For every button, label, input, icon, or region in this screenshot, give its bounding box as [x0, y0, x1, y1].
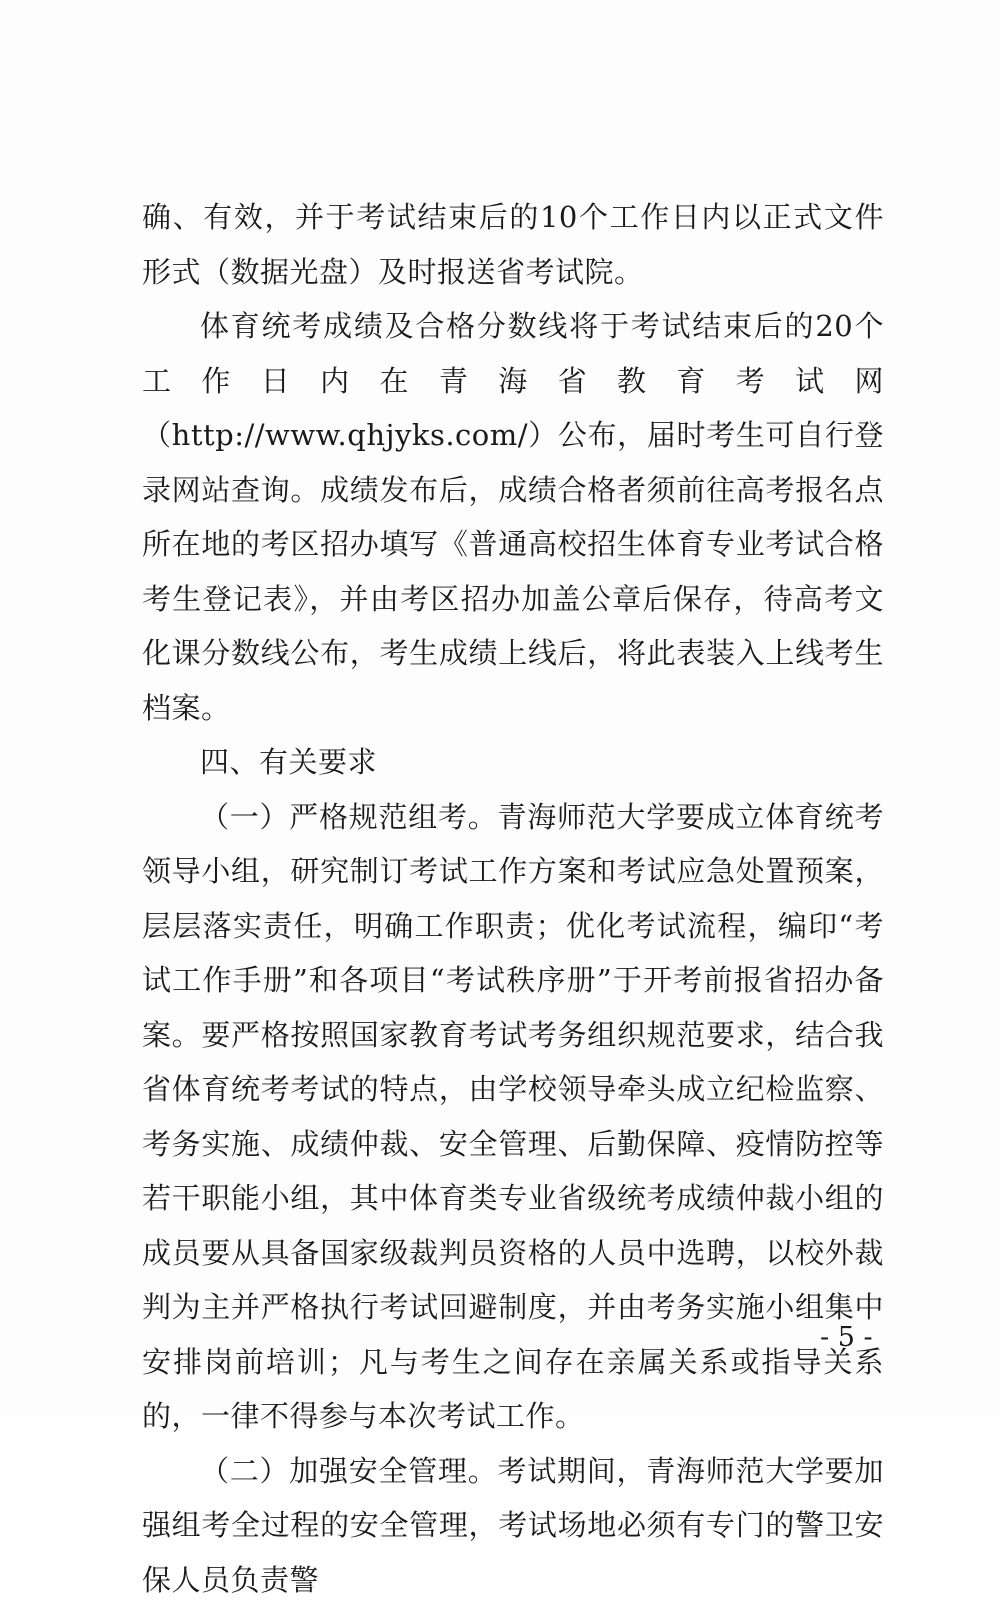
section-heading-requirements: 四、有关要求: [142, 735, 884, 790]
document-body: [142, 190, 884, 1607]
paragraph-score-release: 体育统考成绩及合格分数线将于考试结束后的20个工作日内在青海省教育考试网（http://www.qhjyks.com/）公布，届时考生可自行登录网站查询。成绩发布后，成绩合格者须前往高考报名点所在地的考区招办填写《普通高校招生体育专业考试合格考生登记表》，并由考区招办加盖公章后保存，待高考文化课分数线公布，考生成绩上线后，将此表装入上线考生档案。: [142, 299, 884, 735]
paragraph-exam-organization: （一）严格规范组考。青海师范大学要成立体育统考领导小组，研究制订考试工作方案和考试应急处置预案，层层落实责任，明确工作职责；优化考试流程，编印“考试工作手册”和各项目“考试秩序册”于开考前报省招办备案。要严格按照国家教育考试考务组织规范要求，结合我省体育统考考试的特点，由学校领导牵头成立纪检监察、考务实施、成绩仲裁、安全管理、后勤保障、疫情防控等若干职能小组，其中体育类专业省级统考成绩仲裁小组的成员要从具备国家级裁判员资格的人员中选聘，以校外裁判为主并严格执行考试回避制度，并由考务实施小组集中安排岗前培训；凡与考生之间存在亲属关系或指导关系的，一律不得参与本次考试工作。: [142, 790, 884, 1444]
paragraph-safety-management: （二）加强安全管理。考试期间，青海师范大学要加强组考全过程的安全管理，考试场地必须有专门的警卫安保人员负责警: [142, 1444, 884, 1607]
paragraph-continuation: 确、有效，并于考试结束后的10个工作日内以正式文件形式（数据光盘）及时报送省考试院。: [142, 190, 884, 299]
page-number: - 5 -: [820, 1322, 900, 1353]
